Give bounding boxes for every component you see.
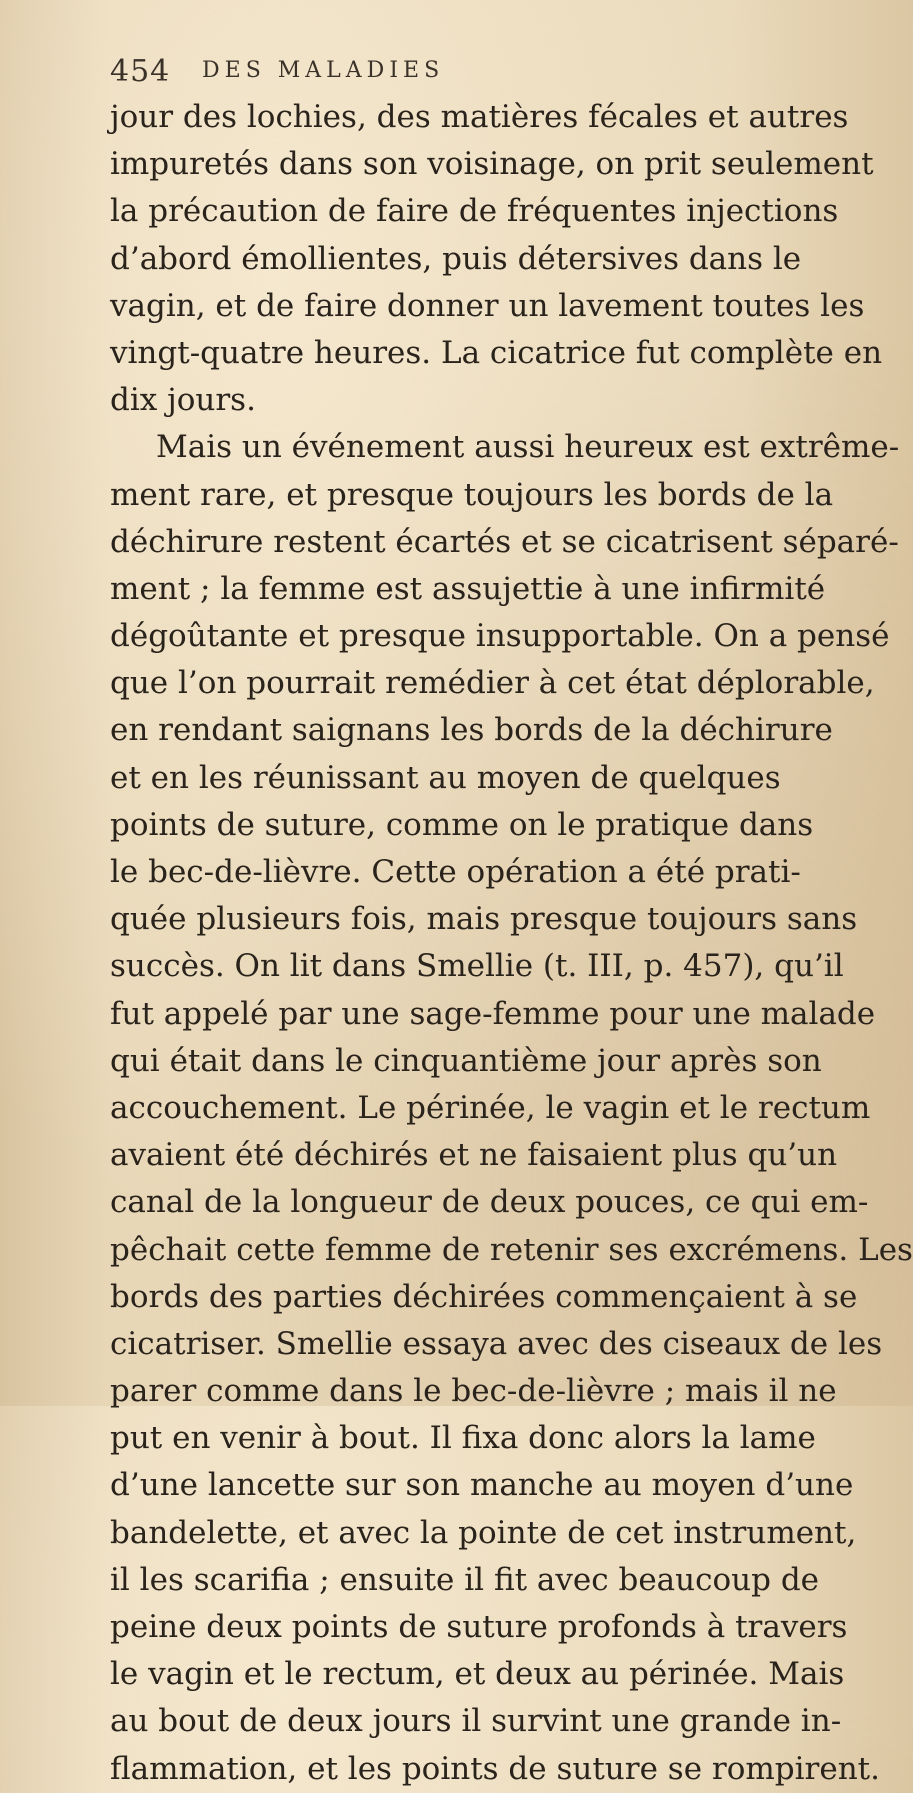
text-line: succès. On lit dans Smellie (t. III, p. 457), qu’il	[110, 948, 844, 985]
running-head: DES MALADIES	[202, 58, 445, 83]
text-line: canal de la longueur de deux pouces, ce qui em-	[110, 1184, 869, 1221]
text-line: qui était dans le cinquantième jour après son	[110, 1042, 822, 1079]
text-line: peine deux points de suture profonds à travers	[110, 1609, 848, 1645]
text-line: ment rare, et presque toujours les bords de la	[110, 476, 834, 513]
page-header	[110, 54, 730, 94]
text-line: quée plusieurs fois, mais presque toujours sans	[110, 901, 858, 938]
text-line: impuretés dans son voisinage, on prit seulement	[110, 146, 874, 183]
text-line: parer comme dans le bec-de-lièvre ; mais il ne	[110, 1373, 837, 1410]
text-line: en rendant saignans les bords de la déchirure	[110, 712, 833, 749]
body-text	[110, 94, 913, 1793]
text-line: d’abord émollientes, puis détersives dans le	[110, 240, 802, 277]
text-line: il les scarifia ; ensuite il fit avec beaucoup de	[110, 1561, 820, 1598]
text-line: dix jours.	[110, 382, 256, 419]
text-line: le vagin et le rectum, et deux au périnée. Mais	[110, 1656, 845, 1693]
paragraph-start-line: Mais un événement aussi heureux est extrême-	[156, 429, 900, 466]
text-line: accouchement. Le périnée, le vagin et le rectum	[110, 1089, 871, 1126]
text-line: pêchait cette femme de retenir ses excrémens. Les	[110, 1231, 913, 1268]
text-line: ment ; la femme est assujettie à une infirmité	[110, 570, 826, 607]
text-line: jour des lochies, des matières fécales et autres	[110, 99, 849, 135]
text-line: cicatriser. Smellie essaya avec des ciseaux de les	[110, 1325, 883, 1362]
text-line: déchirure restent écartés et se cicatrisent séparé-	[110, 523, 899, 560]
text-line: bords des parties déchirées commençaient à se	[110, 1278, 858, 1315]
text-line: put en venir à bout. Il fixa donc alors la lame	[110, 1420, 816, 1457]
text-line: d’une lancette sur son manche au moyen d’une	[110, 1467, 854, 1504]
text-line: avaient été déchirés et ne faisaient plus qu’un	[110, 1137, 838, 1174]
text-line: points de suture, comme on le pratique dans	[110, 806, 814, 843]
text-line: dégoûtante et presque insupportable. On a pensé	[110, 618, 890, 655]
text-line: flammation, et les points de suture se rompirent.	[110, 1750, 880, 1787]
text-line: au bout de deux jours il survint une grande in-	[110, 1703, 842, 1740]
page-number: 454	[110, 54, 171, 89]
text-line: la précaution de faire de fréquentes injections	[110, 193, 839, 230]
text-line: et en les réunissant au moyen de quelques	[110, 759, 781, 796]
text-line: vingt-quatre heures. La cicatrice fut complète en	[110, 334, 883, 371]
text-line: que l’on pourrait remédier à cet état déplorable,	[110, 665, 875, 702]
text-line: le bec-de-lièvre. Cette opération a été prati-	[110, 854, 801, 890]
text-line: vagin, et de faire donner un lavement toutes les	[110, 287, 865, 324]
text-line: fut appelé par une sage-femme pour une malade	[110, 995, 876, 1032]
text-line: bandelette, et avec la pointe de cet instrument,	[110, 1514, 857, 1551]
